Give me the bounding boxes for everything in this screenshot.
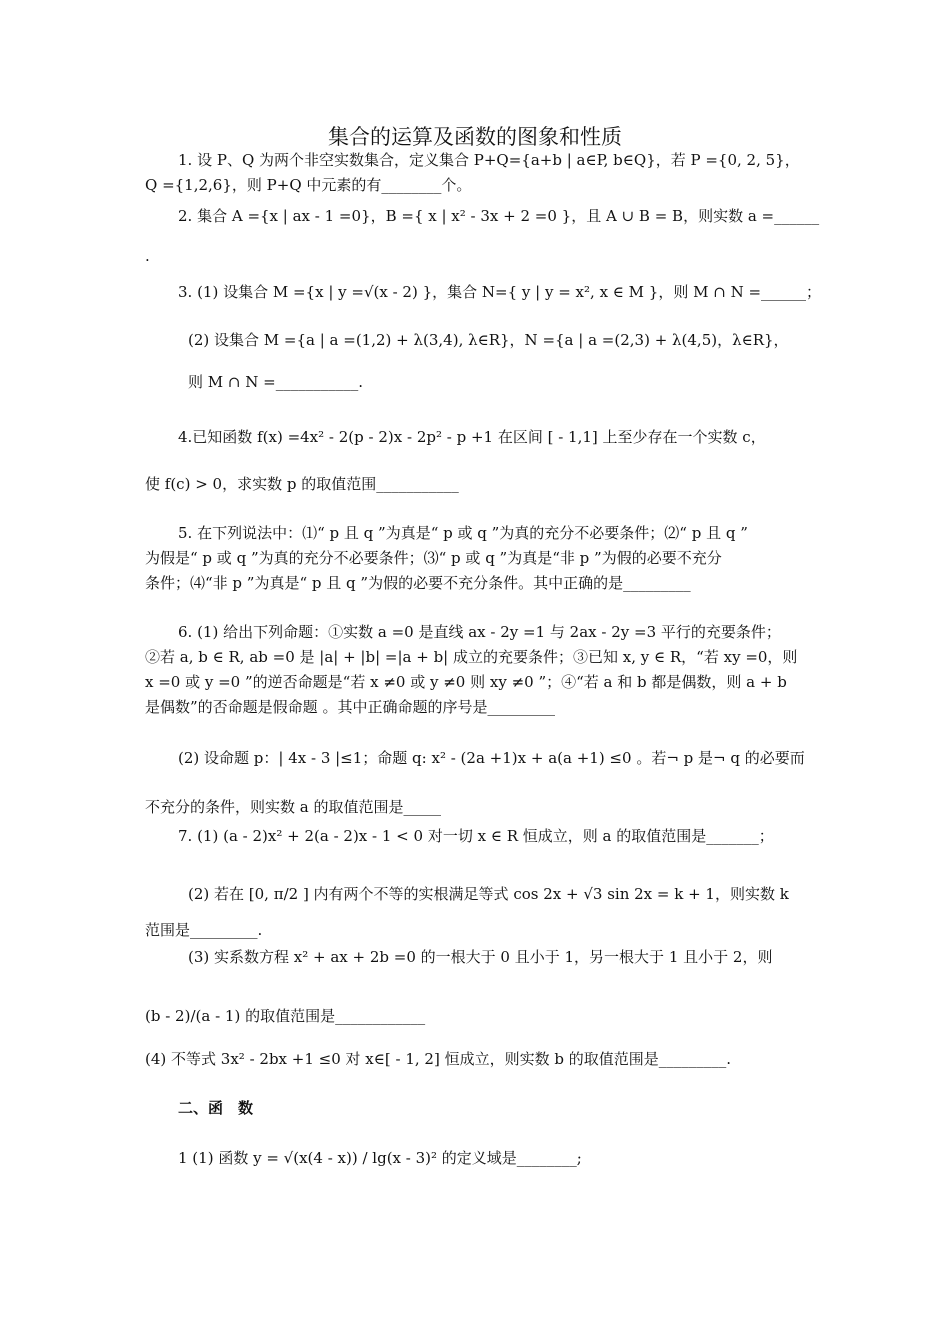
text-line: 5. 在下列说法中：⑴“ p 且 q ”为真是“ p 或 q ”为真的充分不必要条件；⑵“ p 且 q ”	[178, 524, 748, 542]
text-line: 2. 集合 A ={x | ax - 1 =0}，B ={ x | x² - 3x + 2 =0 }，且 A ∪ B = B，则实数 a =______	[178, 207, 820, 225]
text-line: .	[145, 247, 150, 265]
text-line: (2) 设命题 p：| 4x - 3 |≤1；命题 q: x² - (2a +1)x + a(a +1) ≤0 。若¬ p 是¬ q 的必要而	[178, 749, 805, 767]
text-line: 3. (1) 设集合 M ={x | y =√(x - 2) }，集合 N={ y | y = x², x ∈ M }，则 M ∩ N =______；	[178, 283, 822, 301]
text-line: 使 f(c) > 0，求实数 p 的取值范围___________	[145, 475, 459, 493]
text-line: 为假是“ p 或 q ”为真的充分不必要条件；⑶“ p 或 q ”为真是“非 p ”为假的必要不充分	[145, 549, 722, 567]
page-title: 集合的运算及函数的图象和性质	[328, 125, 622, 149]
text-line: x =0 或 y =0 ”的逆否命题是“若 x ≠0 或 y ≠0 则 xy ≠0 ”；④“若 a 和 b 都是偶数，则 a + b	[145, 673, 787, 691]
text-line: 6. (1) 给出下列命题：①实数 a =0 是直线 ax - 2y =1 与 2ax - 2y =3 平行的充要条件；	[178, 623, 781, 641]
text-line: 范围是_________.	[145, 921, 263, 939]
text-line: 则 M ∩ N =___________.	[188, 373, 363, 391]
text-line: 1. 设 P、Q 为两个非空实数集合，定义集合 P+Q={a+b | a∈P, b∈Q}，若 P ={0, 2, 5}，	[178, 151, 800, 169]
text-line: 4.已知函数 f(x) =4x² - 2(p - 2)x - 2p² - p +1 在区间 [ - 1,1] 上至少存在一个实数 c，	[178, 428, 766, 446]
text-line: (2) 若在 [0, π/2 ] 内有两个不等的实根满足等式 cos 2x + √3 sin 2x = k + 1，则实数 k	[188, 885, 789, 903]
text-line: 不充分的条件，则实数 a 的取值范围是_____	[145, 798, 441, 816]
text-line: 1 (1) 函数 y = √(x(4 - x)) / lg(x - 3)² 的定义域是________;	[178, 1149, 582, 1167]
text-line: ②若 a, b ∈ R, ab =0 是 |a| + |b| =|a + b| 成立的充要条件；③已知 x, y ∈ R，“若 xy =0，则	[145, 648, 798, 666]
text-line: 是偶数”的否命题是假命题 。其中正确命题的序号是_________	[145, 698, 555, 716]
text-line: (3) 实系数方程 x² + ax + 2b =0 的一根大于 0 且小于 1，另一根大于 1 且小于 2，则	[188, 948, 773, 966]
text-line: (4) 不等式 3x² - 2bx +1 ≤0 对 x∈[ - 1, 2] 恒成立，则实数 b 的取值范围是_________.	[145, 1050, 731, 1068]
section-heading: 二、函 数	[178, 1099, 254, 1117]
text-line: (b - 2)/(a - 1) 的取值范围是____________	[145, 1007, 426, 1025]
text-line: Q ={1,2,6}，则 P+Q 中元素的有________个。	[145, 176, 472, 194]
text-line: 条件；⑷“非 p ”为真是“ p 且 q ”为假的必要不充分条件。其中正确的是_________	[145, 574, 691, 592]
text-line: 7. (1) (a - 2)x² + 2(a - 2)x - 1 < 0 对一切 x ∈ R 恒成立，则 a 的取值范围是_______；	[178, 827, 774, 845]
text-line: (2) 设集合 M ={a | a =(1,2) + λ(3,4), λ∈R}，N ={a | a =(2,3) + λ(4,5)，λ∈R}，	[188, 331, 789, 349]
